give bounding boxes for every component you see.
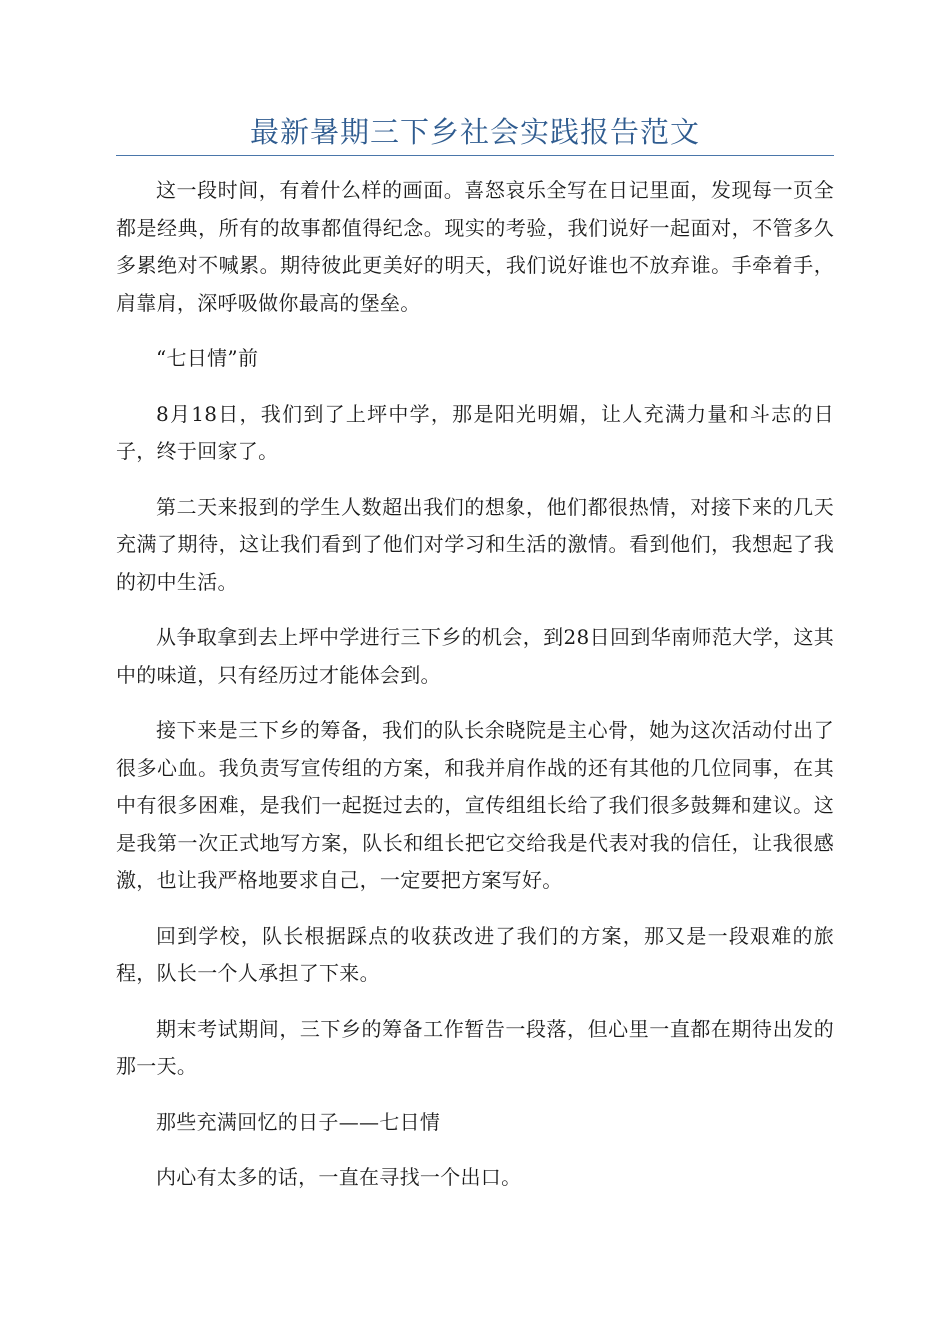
section-heading: 那些充满回忆的日子——七日情 (156, 1109, 441, 1134)
paragraph: 接下来是三下乡的筹备，我们的队长余晓院是主心骨，她为这次活动付出了很多心血。我负责写宣传组的方案，和我并肩作战的还有其他的几位同事，在其中有很多困难，是我们一起挺过去的，宣传组组长给了我们很多鼓舞和建议。这是我第一次正式地写方案，队长和组长把它交给我是代表对我的信任，让我很感激，也让我严格地要求自己，一定要把方案写好。 (116, 718, 834, 892)
paragraph: 期末考试期间，三下乡的筹备工作暂告一段落，但心里一直都在期待出发的那一天。 (116, 1016, 834, 1078)
section-heading: “七日情”前 (156, 346, 259, 370)
document-title: 最新暑期三下乡社会实践报告范文 (249, 115, 700, 149)
paragraph: 第二天来报到的学生人数超出我们的想象，他们都很热情，对接下来的几天充满了期待，这让我们看到了他们对学习和生活的激情。看到他们，我想起了我的初中生活。 (116, 494, 834, 594)
paragraph: 回到学校，队长根据踩点的收获改进了我们的方案，那又是一段艰难的旅程，队长一个人承担了下来。 (116, 923, 834, 985)
paragraph: 内心有太多的话，一直在寻找一个出口。 (156, 1165, 522, 1189)
title-underline (116, 155, 834, 156)
paragraph: 从争取拿到去上坪中学进行三下乡的机会，到28日回到华南师范大学，这其中的味道，只有经历过才能体会到。 (116, 625, 834, 687)
document-body (116, 172, 834, 1215)
paragraph: 这一段时间，有着什么样的画面。喜怒哀乐全写在日记里面，发现每一页全都是经典，所有的故事都值得纪念。现实的考验，我们说好一起面对，不管多久多累绝对不喊累。期待彼此更美好的明天，我们说好谁也不放弃谁。手牵着手，肩靠肩，深呼吸做你最高的堡垒。 (116, 178, 834, 315)
paragraph: 8月18日，我们到了上坪中学，那是阳光明媚，让人充满力量和斗志的日子，终于回家了。 (116, 401, 834, 463)
